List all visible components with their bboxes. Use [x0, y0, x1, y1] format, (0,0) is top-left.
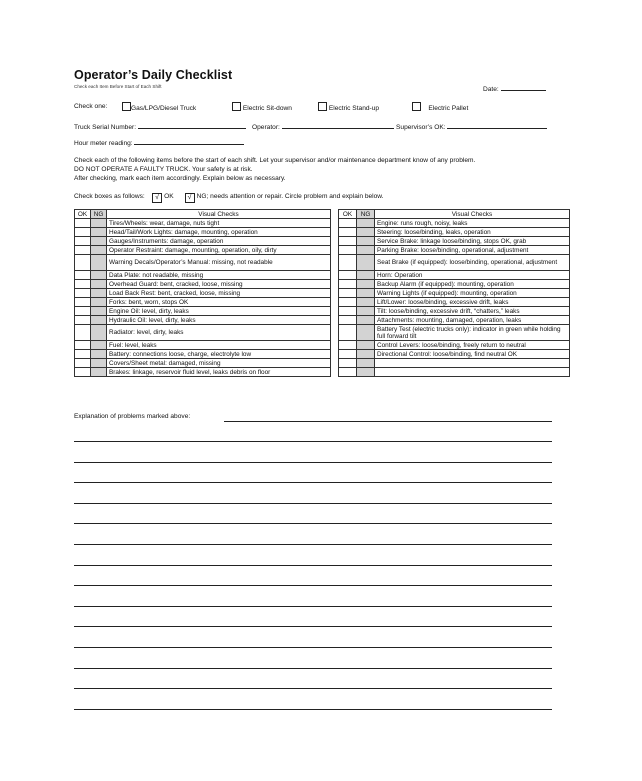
ok-checkbox-cell[interactable]: [339, 246, 357, 255]
visual-checks-header: Visual Checks: [107, 210, 331, 219]
ok-checkbox-cell[interactable]: [75, 298, 91, 307]
option-electric-sit-down[interactable]: [232, 102, 292, 112]
visual-check-item: Fuel: level, leaks: [107, 341, 331, 350]
visual-check-item: Tires/Wheels: wear, damage, nuts tight: [107, 219, 331, 228]
table-row: [75, 350, 331, 359]
ok-checkbox-cell[interactable]: [339, 325, 357, 341]
visual-check-item: Lift/Lower: loose/binding, excessive drift, leaks: [375, 298, 570, 307]
ng-checkbox-cell[interactable]: [91, 368, 107, 377]
table-header-row: [75, 210, 331, 219]
ok-checkbox-cell[interactable]: [339, 307, 357, 316]
explanation-line[interactable]: [74, 688, 552, 689]
ng-checkbox-cell[interactable]: [357, 271, 375, 280]
instruction-line-1: Check each of the following items before the start of each shift. Let your supervisor and/or maintenance department know of any problem.: [74, 157, 476, 164]
visual-check-item: Control Levers: loose/binding, freely return to neutral: [375, 341, 570, 350]
ng-checkbox-cell[interactable]: [91, 298, 107, 307]
instruction-line-2: DO NOT OPERATE A FAULTY TRUCK. Your safety is at risk.: [74, 166, 253, 173]
visual-check-item: Steering: loose/binding, leaks, operation: [375, 228, 570, 237]
table-row: [75, 255, 331, 271]
ok-checkbox-cell[interactable]: [339, 289, 357, 298]
table-row: [75, 325, 331, 341]
ok-check-icon: √: [152, 193, 162, 203]
ng-checkbox-cell[interactable]: [91, 219, 107, 228]
ng-checkbox-cell[interactable]: [91, 289, 107, 298]
ng-checkbox-cell[interactable]: [357, 255, 375, 271]
hour-meter-input[interactable]: [134, 137, 244, 145]
visual-check-item: Directional Control: loose/binding, find neutral OK: [375, 350, 570, 359]
ok-checkbox-cell[interactable]: [75, 289, 91, 298]
ng-checkbox-cell[interactable]: [91, 271, 107, 280]
ok-checkbox-cell[interactable]: [75, 359, 91, 368]
visual-check-item: Gauges/Instruments: damage, operation: [107, 237, 331, 246]
ok-checkbox-cell[interactable]: [75, 368, 91, 377]
form-title: Operator’s Daily Checklist: [74, 68, 233, 82]
explanation-line[interactable]: [74, 585, 552, 586]
ok-checkbox-cell[interactable]: [339, 280, 357, 289]
ok-checkbox-cell[interactable]: [75, 307, 91, 316]
visual-check-item: Operator Restraint: damage, mounting, operation, oily, dirty: [107, 246, 331, 255]
option-electric-stand-up[interactable]: [318, 102, 379, 112]
ng-checkbox-cell[interactable]: [357, 246, 375, 255]
table-row: [339, 316, 570, 325]
table-row: [339, 219, 570, 228]
table-row: [339, 307, 570, 316]
supervisor-label: Supervisor’s OK:: [396, 124, 446, 131]
truck-serial-input[interactable]: [138, 121, 246, 129]
option-electric-pallet[interactable]: [412, 102, 468, 112]
ok-checkbox-cell[interactable]: [339, 237, 357, 246]
option-gas-lpg-diesel[interactable]: [122, 102, 196, 112]
table-row: [75, 289, 331, 298]
visual-check-item: Warning Lights (if equipped): mounting, operation: [375, 289, 570, 298]
explanation-line[interactable]: [74, 606, 552, 607]
checkbox[interactable]: [412, 102, 421, 111]
ok-checkbox-cell[interactable]: [339, 228, 357, 237]
ok-checkbox-cell[interactable]: [339, 219, 357, 228]
ng-checkbox-cell[interactable]: [357, 237, 375, 246]
legend-ng-text: NG; needs attention or repair. Circle problem and explain below.: [196, 193, 384, 200]
explanation-line[interactable]: [74, 503, 552, 504]
table-row: [75, 307, 331, 316]
hour-meter-field: [74, 137, 244, 147]
ng-checkbox-cell[interactable]: [91, 307, 107, 316]
ng-checkbox-cell[interactable]: [91, 341, 107, 350]
legend-prefix: Check boxes as follows:: [74, 193, 145, 200]
ng-checkbox-cell[interactable]: [91, 246, 107, 255]
visual-check-item: Load Back Rest: bent, cracked, loose, missing: [107, 289, 331, 298]
explanation-line[interactable]: [74, 441, 552, 442]
ng-checkbox-cell[interactable]: [91, 359, 107, 368]
ng-checkbox-cell[interactable]: [91, 255, 107, 271]
ng-checkbox-cell[interactable]: [357, 280, 375, 289]
table-row: [339, 289, 570, 298]
explanation-line[interactable]: [74, 668, 552, 669]
supervisor-input[interactable]: [447, 121, 547, 129]
explanation-line[interactable]: [74, 626, 552, 627]
table-row: [75, 237, 331, 246]
ok-checkbox-cell[interactable]: [339, 341, 357, 350]
ng-checkbox-cell[interactable]: [91, 228, 107, 237]
visual-check-item: Battery Test (electric trucks only): indicator in green while holding full forward tilt: [375, 325, 570, 341]
table-row: [75, 219, 331, 228]
ng-checkbox-cell[interactable]: [91, 280, 107, 289]
table-row: [339, 271, 570, 280]
legend: [74, 193, 384, 203]
visual-check-item: Tilt: loose/binding, excessive drift, “chatters,” leaks: [375, 307, 570, 316]
explanation-label: Explanation of problems marked above:: [74, 413, 191, 420]
ng-checkbox-cell[interactable]: [91, 316, 107, 325]
ng-check-icon: √: [185, 193, 195, 203]
form-subtitle: Check each Item Before Start of Each Shift: [74, 84, 162, 89]
ng-checkbox-cell[interactable]: [357, 325, 375, 341]
explanation-line[interactable]: [74, 709, 552, 710]
option-label: Electric Stand-up: [328, 105, 380, 112]
ok-header: OK: [75, 210, 91, 219]
visual-check-item: Head/Tail/Work Lights: damage, mounting, operation: [107, 228, 331, 237]
right-checklist-table: [338, 209, 570, 377]
ok-checkbox-cell[interactable]: [75, 237, 91, 246]
date-field: [483, 83, 546, 93]
table-row: [75, 316, 331, 325]
ok-checkbox-cell[interactable]: [75, 255, 91, 271]
table-row: [339, 246, 570, 255]
table-row: [75, 298, 331, 307]
visual-check-item: Brakes: linkage, reservoir fluid level, leaks debris on floor: [107, 368, 331, 377]
operator-input[interactable]: [282, 121, 394, 129]
ok-checkbox-cell[interactable]: [339, 316, 357, 325]
table-row: [75, 228, 331, 237]
table-row: [339, 359, 570, 368]
table-header-row: [339, 210, 570, 219]
ok-checkbox-cell[interactable]: [339, 271, 357, 280]
ok-checkbox-cell[interactable]: [339, 298, 357, 307]
check-one-label: Check one:: [74, 103, 108, 110]
supervisor-field: [396, 121, 547, 131]
ng-checkbox-cell[interactable]: [357, 359, 375, 368]
visual-check-item: Engine: runs rough, noisy, leaks: [375, 219, 570, 228]
visual-check-item: Horn: Operation: [375, 271, 570, 280]
ng-checkbox-cell[interactable]: [357, 298, 375, 307]
ok-checkbox-cell[interactable]: [75, 325, 91, 341]
ng-checkbox-cell[interactable]: [357, 289, 375, 298]
explanation-line[interactable]: [74, 482, 552, 483]
explanation-line[interactable]: [74, 647, 552, 648]
option-label: Electric Sit-down: [242, 105, 292, 112]
table-row: [339, 280, 570, 289]
ok-checkbox-cell[interactable]: [75, 316, 91, 325]
visual-check-item: Backup Alarm (if equipped): mounting, operation: [375, 280, 570, 289]
date-label: Date:: [483, 86, 499, 93]
ng-checkbox-cell[interactable]: [357, 368, 375, 377]
legend-ok-text: OK: [164, 193, 174, 200]
visual-check-item: Overhead Guard: bent, cracked, loose, missing: [107, 280, 331, 289]
ok-checkbox-cell[interactable]: [75, 271, 91, 280]
visual-checks-header: Visual Checks: [375, 210, 570, 219]
visual-check-item: Data Plate: not readable, missing: [107, 271, 331, 280]
visual-check-item: Warning Decals/Operator’s Manual: missing, not readable: [107, 255, 331, 271]
table-row: [339, 350, 570, 359]
table-row: [339, 255, 570, 271]
table-row: [75, 271, 331, 280]
ok-checkbox-cell[interactable]: [75, 350, 91, 359]
visual-check-item: Covers/Sheet metal: damaged, missing: [107, 359, 331, 368]
ng-checkbox-cell[interactable]: [357, 228, 375, 237]
visual-check-item: Parking Brake: loose/binding, operational, adjustment: [375, 246, 570, 255]
table-row: [75, 341, 331, 350]
visual-check-item: Radiator: level, dirty, leaks: [107, 325, 331, 341]
table-row: [75, 246, 331, 255]
checkbox[interactable]: [122, 102, 131, 111]
checkbox[interactable]: [232, 102, 241, 111]
ng-checkbox-cell[interactable]: [91, 350, 107, 359]
ok-header: OK: [339, 210, 357, 219]
hour-meter-label: Hour meter reading:: [74, 140, 133, 147]
visual-check-item: Battery: connections loose, charge, electrolyte low: [107, 350, 331, 359]
table-row: [75, 359, 331, 368]
table-row: [339, 237, 570, 246]
ng-header: NG: [357, 210, 375, 219]
visual-check-item: [375, 368, 570, 377]
ng-checkbox-cell[interactable]: [91, 325, 107, 341]
table-row: [75, 368, 331, 377]
table-row: [339, 368, 570, 377]
truck-serial-label: Truck Serial Number:: [74, 124, 137, 131]
operator-field: [252, 121, 394, 131]
table-row: [339, 298, 570, 307]
visual-check-item: [375, 359, 570, 368]
ng-checkbox-cell[interactable]: [357, 341, 375, 350]
visual-check-item: Seat Brake (if equipped): loose/binding, operational, adjustment: [375, 255, 570, 271]
date-input[interactable]: [501, 83, 546, 91]
checkbox[interactable]: [318, 102, 327, 111]
instruction-line-3: After checking, mark each item accordingly. Explain below as necessary.: [74, 175, 286, 182]
ok-checkbox-cell[interactable]: [339, 255, 357, 271]
ng-checkbox-cell[interactable]: [357, 316, 375, 325]
ng-checkbox-cell[interactable]: [357, 307, 375, 316]
explanation-line[interactable]: [74, 462, 552, 463]
visual-check-item: Hydraulic Oil: level, dirty, leaks: [107, 316, 331, 325]
option-label: Electric Pallet: [428, 105, 469, 112]
table-row: [339, 341, 570, 350]
ok-checkbox-cell[interactable]: [339, 368, 357, 377]
ng-checkbox-cell[interactable]: [91, 237, 107, 246]
ok-checkbox-cell[interactable]: [75, 341, 91, 350]
explanation-line[interactable]: [74, 565, 552, 566]
ok-checkbox-cell[interactable]: [339, 350, 357, 359]
truck-serial-field: [74, 121, 246, 131]
ng-checkbox-cell[interactable]: [357, 219, 375, 228]
visual-check-item: Service Brake: linkage loose/binding, stops OK, grab: [375, 237, 570, 246]
ok-checkbox-cell[interactable]: [75, 280, 91, 289]
ok-checkbox-cell[interactable]: [75, 219, 91, 228]
table-row: [75, 280, 331, 289]
explanation-line[interactable]: [74, 544, 552, 545]
ng-checkbox-cell[interactable]: [357, 350, 375, 359]
operator-label: Operator:: [252, 124, 280, 131]
table-row: [339, 228, 570, 237]
ok-checkbox-cell[interactable]: [75, 228, 91, 237]
ok-checkbox-cell[interactable]: [75, 246, 91, 255]
left-checklist-table: [74, 209, 331, 377]
table-row: [339, 325, 570, 341]
explanation-line[interactable]: [74, 523, 552, 524]
visual-check-item: Engine Oil: level, dirty, leaks: [107, 307, 331, 316]
ng-header: NG: [91, 210, 107, 219]
option-label: Gas/LPG/Diesel Truck: [131, 105, 197, 112]
visual-check-item: Attachments: mounting, damaged, operation, leaks: [375, 316, 570, 325]
ok-checkbox-cell[interactable]: [339, 359, 357, 368]
visual-check-item: Forks: bent, worn, stops OK: [107, 298, 331, 307]
explanation-line[interactable]: [224, 421, 552, 422]
